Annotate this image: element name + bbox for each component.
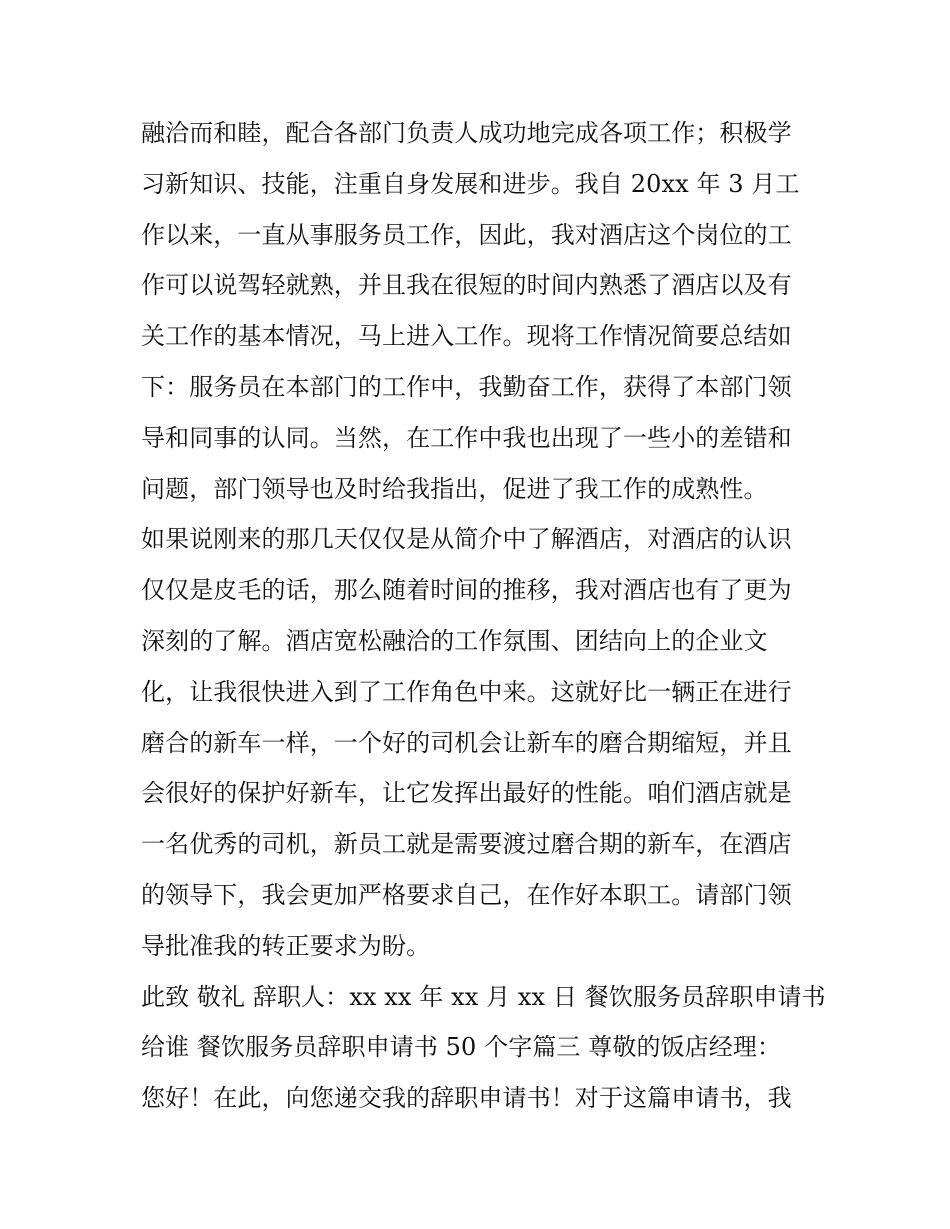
text-line: 关工作的基本情况，马上进入工作。现将工作情况简要总结如 bbox=[141, 322, 792, 351]
text-line: 作以来，一直从事服务员工作，因此，我对酒店这个岗位的工 bbox=[141, 220, 792, 249]
text-line: 仅仅是皮毛的话，那么随着时间的推移，我对酒店也有了更为 bbox=[141, 576, 792, 605]
text-line: 的领导下，我会更加严格要求自己，在作好本职工。请部门领 bbox=[141, 880, 792, 909]
text-line: 深刻的了解。酒店宽松融洽的工作氛围、团结向上的企业文 bbox=[141, 626, 768, 655]
text-line: 磨合的新车一样，一个好的司机会让新车的磨合期缩短，并且 bbox=[141, 728, 792, 757]
text-line: 化，让我很快进入到了工作角色中来。这就好比一辆正在进行 bbox=[141, 677, 792, 706]
text-line: 此致 敬礼 辞职人：xx xx 年 xx 月 xx 日 餐饮服务员辞职申请书 bbox=[141, 982, 826, 1011]
text-line: 导和同事的认同。当然，在工作中我也出现了一些小的差错和 bbox=[141, 423, 792, 452]
text-line: 融洽而和睦，配合各部门负责人成功地完成各项工作；积极学 bbox=[141, 119, 792, 147]
text-line: 您好！在此，向您递交我的辞职申请书！对于这篇申请书，我 bbox=[141, 1084, 792, 1113]
text-line: 会很好的保护好新车，让它发挥出最好的性能。咱们酒店就是 bbox=[141, 779, 792, 808]
body-text bbox=[141, 108, 826, 1124]
text-line: 问题，部门领导也及时给我指出，促进了我工作的成熟性。 bbox=[141, 474, 768, 503]
text-line: 导批准我的转正要求为盼。 bbox=[141, 931, 431, 960]
text-line: 给谁 餐饮服务员辞职申请书 50 个字篇三 尊敬的饭店经理： bbox=[141, 1033, 782, 1062]
text-line: 下：服务员在本部门的工作中，我勤奋工作，获得了本部门领 bbox=[141, 372, 792, 401]
text-line: 习新知识、技能，注重自身发展和进步。我自 20xx 年 3 月工 bbox=[141, 169, 800, 198]
text-line: 作可以说驾轻就熟，并且我在很短的时间内熟悉了酒店以及有 bbox=[141, 271, 792, 300]
text-line: 一名优秀的司机，新员工就是需要渡过磨合期的新车，在酒店 bbox=[141, 830, 792, 859]
text-line: 如果说刚来的那几天仅仅是从简介中了解酒店，对酒店的认识 bbox=[141, 525, 792, 554]
